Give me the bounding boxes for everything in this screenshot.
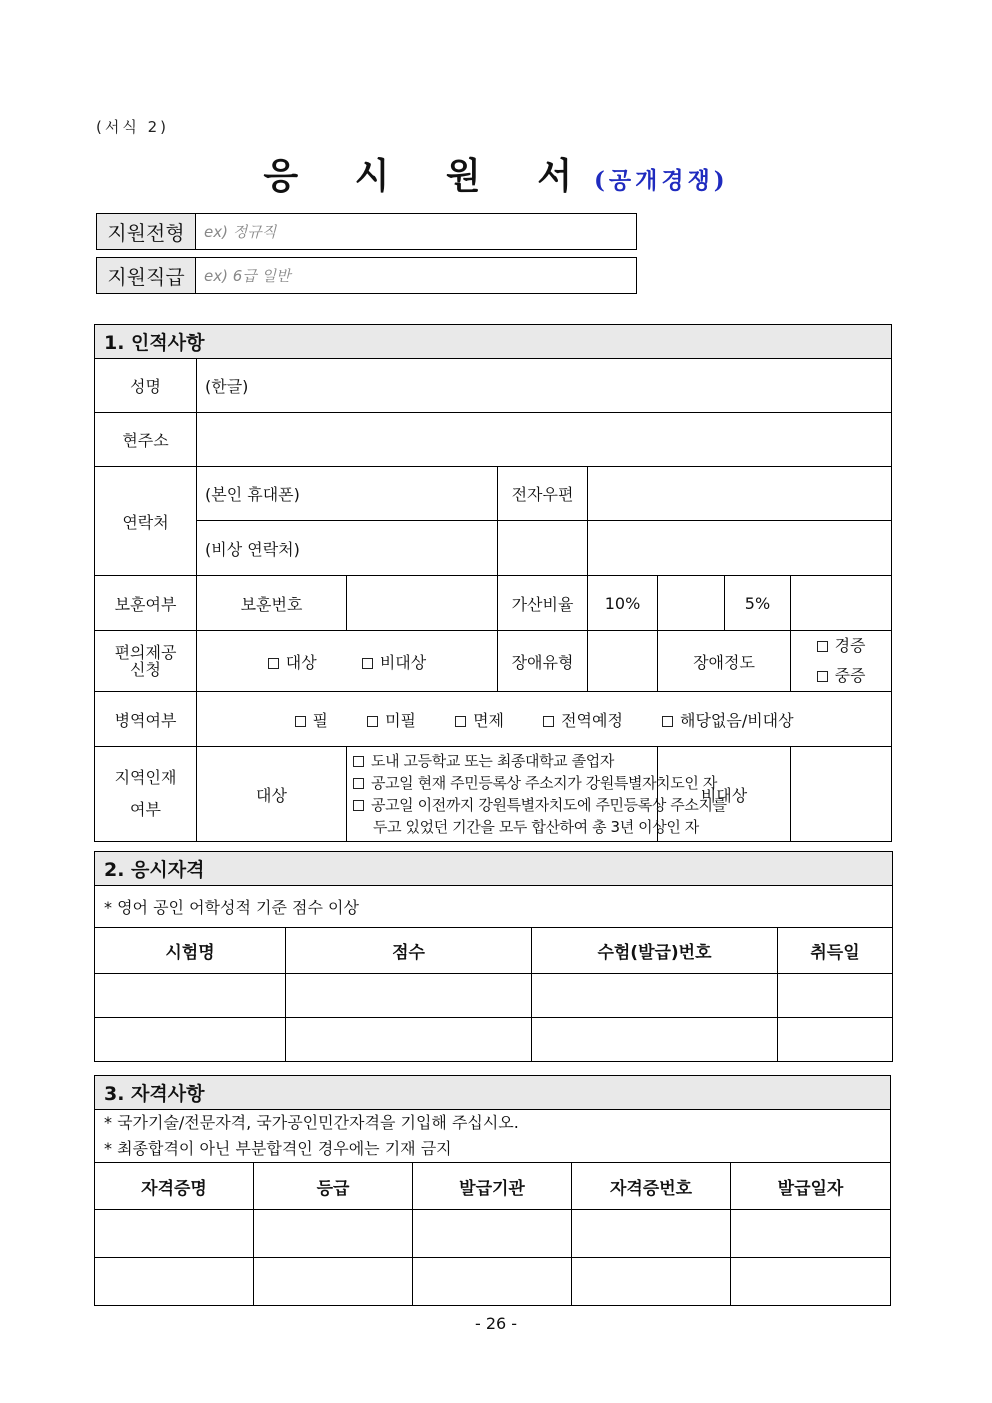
bonus-10-label: 10% — [588, 576, 658, 631]
section-personal-info — [94, 324, 892, 842]
table-row — [95, 1258, 891, 1306]
col-exam-number: 수험(발급)번호 — [532, 928, 778, 974]
table-cell[interactable] — [413, 1210, 572, 1258]
checkbox-icon[interactable] — [543, 716, 554, 727]
regional-non-target-label: 비대상 — [658, 747, 791, 842]
bonus-5-field[interactable] — [791, 576, 892, 631]
table-cell[interactable] — [254, 1210, 413, 1258]
document-subtitle: (공개경쟁) — [594, 167, 729, 194]
regional-option-3[interactable]: 공고일 이전까지 강원특별자치도에 주민등록상 주소지를 — [353, 794, 657, 816]
checkbox-icon[interactable] — [268, 658, 279, 669]
document-title-block — [0, 148, 992, 199]
apply-type-table — [96, 213, 637, 250]
col-cert-number: 자격증번호 — [572, 1163, 731, 1210]
table-cell[interactable] — [572, 1210, 731, 1258]
name-label: 성명 — [95, 359, 197, 413]
veteran-number-field[interactable] — [347, 576, 498, 631]
checkbox-icon[interactable] — [817, 671, 828, 682]
apply-type-label: 지원전형 — [97, 214, 196, 250]
apply-grade-label: 지원직급 — [97, 258, 196, 294]
military-options — [197, 692, 892, 747]
convenience-label: 편의제공 신청 — [95, 631, 197, 692]
section-2-note: * 영어 공인 어학성적 기준 점수 이상 — [95, 886, 893, 928]
disability-degree-options — [791, 631, 892, 692]
checkbox-icon[interactable] — [362, 658, 373, 669]
conv-option-non-target[interactable]: 비대상 — [362, 650, 426, 673]
col-score: 점수 — [286, 928, 532, 974]
convenience-options — [197, 631, 498, 692]
table-cell[interactable] — [95, 974, 286, 1018]
table-cell[interactable] — [532, 974, 778, 1018]
apply-type-field[interactable]: ex) 정규직 — [196, 214, 637, 250]
table-cell[interactable] — [254, 1258, 413, 1306]
checkbox-icon[interactable] — [817, 641, 828, 652]
checkbox-icon[interactable] — [367, 716, 378, 727]
conv-option-target[interactable]: 대상 — [268, 650, 317, 673]
table-row — [95, 974, 893, 1018]
mil-option-served[interactable]: 필 — [295, 708, 328, 731]
disability-type-field[interactable] — [588, 631, 658, 692]
col-issue-date: 발급일자 — [731, 1163, 891, 1210]
regional-option-2[interactable]: 공고일 현재 주민등록상 주소지가 강원특별자치도인 자 — [353, 772, 657, 794]
checkbox-icon[interactable] — [455, 716, 466, 727]
email-label: 전자우편 — [498, 467, 588, 521]
col-exam-name: 시험명 — [95, 928, 286, 974]
form-number: (서식 2) — [96, 118, 169, 136]
mobile-phone-field[interactable]: (본인 휴대폰) — [197, 467, 498, 521]
col-issuer: 발급기관 — [413, 1163, 572, 1210]
mil-option-discharge-expected[interactable]: 전역예정 — [543, 708, 623, 731]
regional-option-1[interactable]: 도내 고등학교 또는 최종대학교 졸업자 — [353, 750, 657, 772]
checkbox-icon[interactable] — [353, 800, 364, 811]
section-3-title: 3. 자격사항 — [95, 1076, 891, 1110]
table-cell[interactable] — [532, 1018, 778, 1062]
table-cell[interactable] — [286, 1018, 532, 1062]
address-field[interactable] — [197, 413, 892, 467]
regional-non-target-field[interactable] — [791, 747, 892, 842]
regional-target-label: 대상 — [197, 747, 347, 842]
checkbox-icon[interactable] — [353, 756, 364, 767]
apply-grade-table — [96, 257, 637, 294]
table-cell[interactable] — [95, 1258, 254, 1306]
veteran-number-label: 보훈번호 — [197, 576, 347, 631]
col-cert-grade: 등급 — [254, 1163, 413, 1210]
section-2-title: 2. 응시자격 — [95, 852, 893, 886]
mil-option-exempt[interactable]: 면제 — [455, 708, 504, 731]
name-field[interactable]: (한글) — [197, 359, 892, 413]
mil-option-not-applicable[interactable]: 해당없음/비대상 — [662, 708, 794, 731]
emergency-extra-field[interactable] — [588, 521, 892, 576]
table-row — [95, 1210, 891, 1258]
military-label: 병역여부 — [95, 692, 197, 747]
page-number: - 26 - — [474, 1314, 518, 1333]
disability-degree-label: 장애정도 — [658, 631, 791, 692]
section-1-title: 1. 인적사항 — [95, 325, 892, 359]
emergency-contact-field[interactable]: (비상 연락처) — [197, 521, 498, 576]
table-cell[interactable] — [572, 1258, 731, 1306]
contact-label: 연락처 — [95, 467, 197, 576]
checkbox-icon[interactable] — [353, 778, 364, 789]
address-label: 현주소 — [95, 413, 197, 467]
disability-type-label: 장애유형 — [498, 631, 588, 692]
table-cell[interactable] — [778, 974, 893, 1018]
table-cell[interactable] — [95, 1018, 286, 1062]
table-cell[interactable] — [731, 1258, 891, 1306]
emergency-extra-cell[interactable] — [498, 521, 588, 576]
section-3-note-1: * 국가기술/전문자격, 국가공인민간자격을 기입해 주십시오. — [104, 1113, 519, 1132]
bonus-10-field[interactable] — [658, 576, 725, 631]
table-row — [95, 1018, 893, 1062]
degree-option-mild[interactable]: 경증 — [817, 631, 866, 661]
checkbox-icon[interactable] — [295, 716, 306, 727]
section-qualification — [94, 851, 893, 1062]
table-cell[interactable] — [731, 1210, 891, 1258]
regional-option-3-cont: 두고 있었던 기간을 모두 합산하여 총 3년 이상인 자 — [373, 818, 699, 836]
checkbox-icon[interactable] — [662, 716, 673, 727]
email-field[interactable] — [588, 467, 892, 521]
col-cert-name: 자격증명 — [95, 1163, 254, 1210]
table-cell[interactable] — [286, 974, 532, 1018]
col-acquired-date: 취득일 — [778, 928, 893, 974]
apply-grade-field[interactable]: ex) 6급 일반 — [196, 258, 637, 294]
section-3-note-2: * 최종합격이 아닌 부분합격인 경우에는 기재 금지 — [104, 1139, 452, 1158]
bonus-5-label: 5% — [725, 576, 791, 631]
veteran-label: 보훈여부 — [95, 576, 197, 631]
document-title: 응 시 원 서 — [263, 155, 595, 197]
section-certifications — [94, 1075, 891, 1306]
section-3-notes — [95, 1110, 891, 1163]
regional-talent-label: 지역인재 여부 — [95, 747, 197, 842]
mil-option-not-served[interactable]: 미필 — [367, 708, 416, 731]
bonus-rate-label: 가산비율 — [498, 576, 588, 631]
table-cell[interactable] — [413, 1258, 572, 1306]
degree-option-severe[interactable]: 중증 — [817, 661, 866, 691]
table-cell[interactable] — [95, 1210, 254, 1258]
table-cell[interactable] — [778, 1018, 893, 1062]
